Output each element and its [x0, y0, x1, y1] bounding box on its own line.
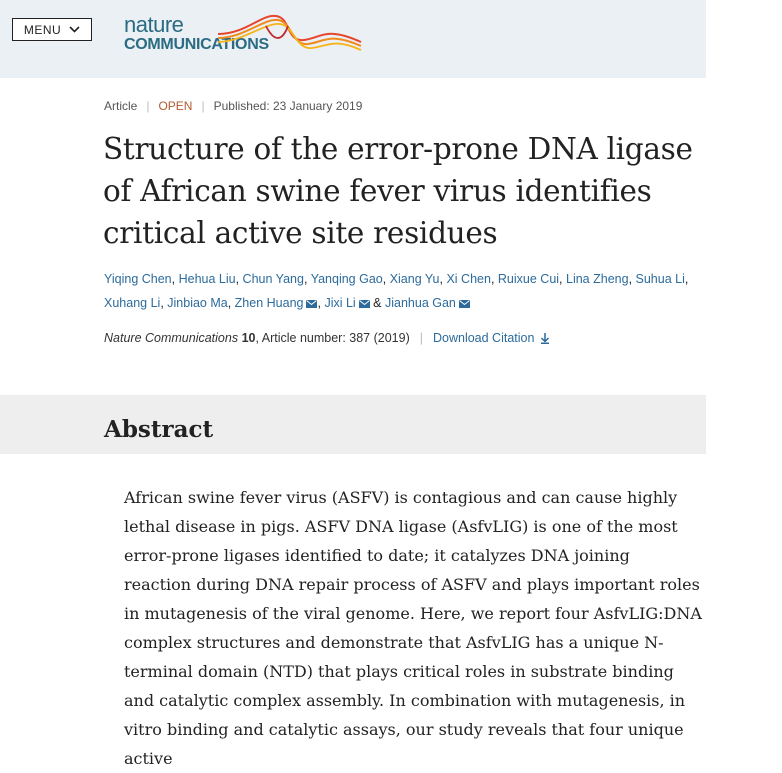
email-icon[interactable]	[306, 300, 317, 308]
author-link[interactable]: Suhua Li	[635, 272, 685, 286]
site-header	[0, 0, 706, 78]
author-link[interactable]: Jixi Li	[324, 296, 356, 310]
menu-button[interactable]	[12, 18, 92, 41]
open-access-badge: OPEN	[158, 99, 193, 113]
citation-separator: |	[419, 331, 423, 345]
abstract-heading: Abstract	[104, 416, 214, 443]
author-link[interactable]: Chun Yang	[242, 272, 304, 286]
menu-label: MENU	[23, 22, 62, 37]
author-link[interactable]: Zhen Huang	[234, 296, 304, 310]
citation-line	[104, 331, 550, 345]
author-separator: &	[369, 296, 385, 310]
download-citation-label: Download Citation	[432, 331, 535, 345]
author-separator: ,	[559, 272, 566, 286]
article-number: , Article number: 387 (2019)	[255, 331, 410, 345]
author-link[interactable]: Jianhua Gan	[385, 296, 456, 310]
author-separator: ,	[303, 272, 311, 286]
author-list	[104, 267, 716, 315]
author-link[interactable]: Jinbiao Ma	[167, 296, 228, 310]
author-separator: ,	[227, 296, 235, 310]
author-separator: ,	[171, 272, 179, 286]
abstract-text: African swine fever virus (ASFV) is contagious and can cause highly lethal disease in pigs. ASFV DNA ligase (AsfvLIG) is one of the most error-prone ligases identified to date; it catalyzes DNA joining reaction during DNA repair process of ASFV and plays important roles in mutagenesis of the viral genome. Here, we report four AsfvLIG:DNA complex structures and demonstrate that AsfvLIG has a unique N-terminal domain (NTD) that plays critical roles in substrate binding and catalytic complex assembly. In combination with mutagenesis, in vitro binding and catalytic assays, our study reveals that four unique active	[124, 488, 702, 768]
author-link[interactable]: Ruixue Cui	[497, 272, 560, 286]
author-separator: ,	[160, 296, 168, 310]
author-link[interactable]: Lina Zheng	[566, 272, 629, 286]
meta-separator: |	[201, 99, 205, 113]
author-separator: ,	[439, 272, 447, 286]
author-link[interactable]: Xuhang Li	[104, 296, 161, 310]
author-separator: ,	[684, 272, 689, 286]
author-separator: ,	[382, 272, 390, 286]
article-meta	[104, 99, 362, 113]
author-separator: ,	[317, 296, 325, 310]
published-date: Published: 23 January 2019	[213, 99, 363, 113]
author-separator: ,	[235, 272, 243, 286]
logo-wave-graphic	[216, 12, 364, 52]
chevron-down-icon	[69, 26, 80, 33]
volume-number: 10	[241, 331, 256, 345]
author-separator: ,	[628, 272, 636, 286]
journal-name: Nature Communications	[104, 331, 239, 345]
author-link[interactable]: Yanqing Gao	[310, 272, 383, 286]
download-citation-link[interactable]	[433, 331, 550, 345]
author-link[interactable]: Xiang Yu	[389, 272, 440, 286]
article-type: Article	[104, 99, 138, 113]
logo-communications-text: COMMUNICATIONS	[124, 36, 269, 53]
author-separator: ,	[490, 272, 498, 286]
article-title: Structure of the error-prone DNA ligase of African swine fever virus identifies critical active site residues	[103, 132, 693, 250]
meta-separator: |	[146, 99, 150, 113]
author-link[interactable]: Yiqing Chen	[104, 272, 172, 286]
journal-logo[interactable]	[124, 12, 364, 56]
email-icon[interactable]	[459, 300, 470, 308]
author-link[interactable]: Xi Chen	[446, 272, 491, 286]
download-icon	[540, 333, 550, 344]
author-link[interactable]: Hehua Liu	[178, 272, 236, 286]
logo-nature-text: nature	[124, 12, 184, 37]
email-icon[interactable]	[359, 300, 370, 308]
